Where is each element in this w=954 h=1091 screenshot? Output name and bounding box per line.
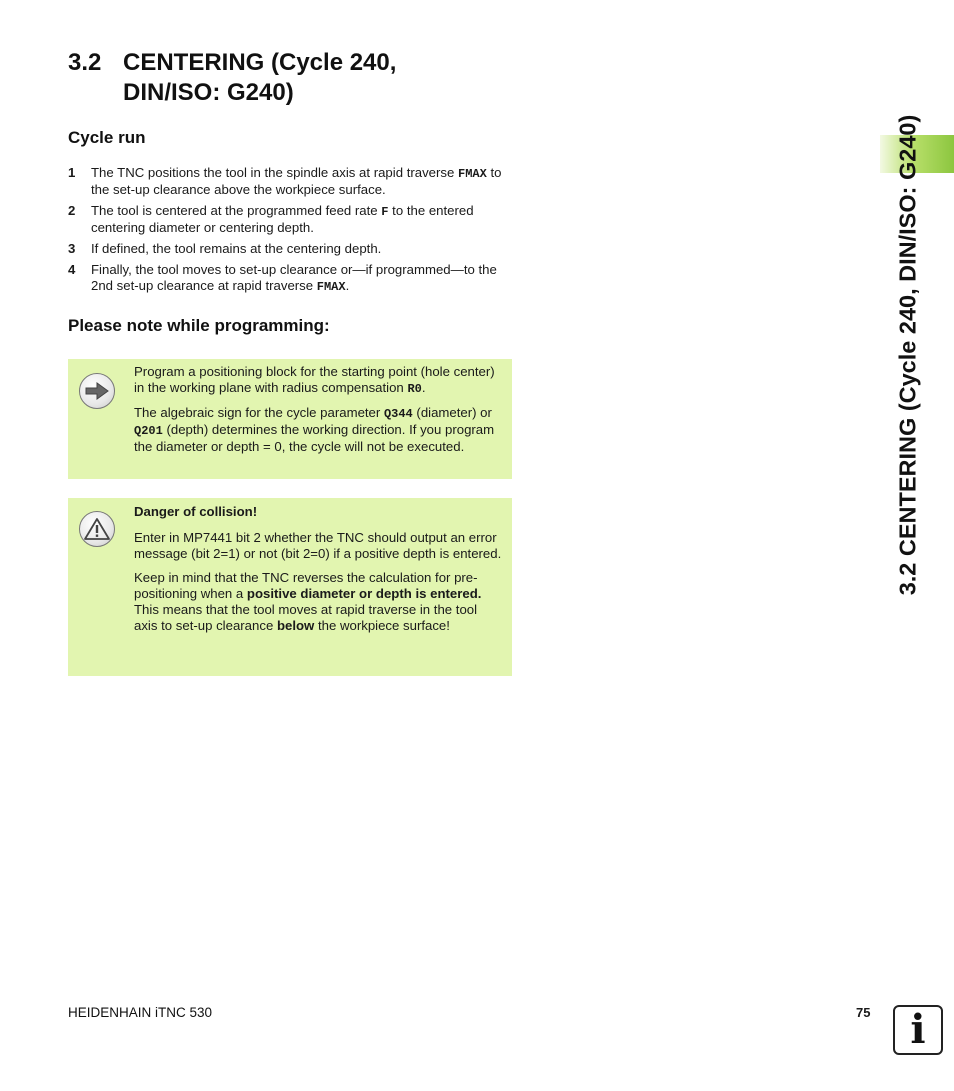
step-text: Finally, the tool moves to set-up clearance or—if programmed—to the 2nd set-up clearance at rapid traverse FMAX.: [91, 262, 497, 294]
code-fmax: FMAX: [316, 280, 346, 294]
step-text: The tool is centered at the programmed feed rate F to the entered centering diameter or centering depth.: [91, 203, 474, 235]
code-r0: R0: [407, 382, 422, 396]
section-number: 3.2: [68, 49, 102, 76]
step-number: 2: [68, 203, 76, 218]
step-text: The TNC positions the tool in the spindle axis at rapid traverse FMAX to the set-up clearance above the workpiece surface.: [91, 165, 502, 197]
notes-heading: Please note while programming:: [68, 316, 330, 335]
cycle-run-heading: Cycle run: [68, 128, 146, 147]
cycle-run-steps: [68, 165, 513, 300]
arrow-right-icon: [79, 373, 115, 409]
note-paragraph: Program a positioning block for the starting point (hole center) in the working plane with radius compensation R0.: [134, 364, 495, 396]
note-paragraph: Enter in MP7441 bit 2 whether the TNC should output an error message (bit 2=1) or not (bit 2=0) if a positive depth is entered.: [134, 530, 502, 561]
note-body: [134, 364, 504, 463]
page-number: 75: [856, 1005, 871, 1020]
step-number: 4: [68, 262, 76, 277]
warning-triangle-icon: [79, 511, 115, 547]
footer-brand: HEIDENHAIN iTNC 530: [68, 1005, 213, 1020]
info-glyph: i: [910, 1006, 926, 1053]
list-item: [68, 241, 513, 257]
title-line-2: DIN/ISO: G240): [123, 79, 294, 106]
step-number: 1: [68, 165, 76, 180]
code-q344: Q344: [383, 407, 413, 421]
title-line-1: CENTERING (Cycle 240,: [123, 49, 397, 76]
list-item: [68, 262, 513, 295]
note-body: [134, 504, 504, 642]
info-icon[interactable]: [893, 1005, 943, 1055]
step-number: 3: [68, 241, 76, 256]
code-f: F: [381, 205, 389, 219]
note-paragraph: The algebraic sign for the cycle parameter Q344 (diameter) or Q201 (depth) determines the working direction. If you program the diameter or depth = 0, the cycle will not be executed.: [134, 405, 495, 454]
collision-warning: [68, 498, 512, 676]
warning-title: Danger of collision!: [134, 504, 258, 519]
page-title: [68, 48, 396, 108]
code-q201: Q201: [134, 424, 163, 438]
step-text: If defined, the tool remains at the centering depth.: [91, 241, 382, 256]
note-paragraph: Keep in mind that the TNC reverses the calculation for pre-positioning when a positive diameter or depth is entered. This means that the tool moves at rapid traverse in the tool axis to set-up clearance below the workpiece surface!: [134, 570, 482, 633]
list-item: [68, 203, 513, 236]
side-running-title: 3.2 CENTERING (Cycle 240, DIN/ISO: G240): [894, 114, 921, 596]
programming-note: [68, 359, 512, 479]
code-fmax: FMAX: [458, 167, 487, 181]
list-item: [68, 165, 513, 198]
